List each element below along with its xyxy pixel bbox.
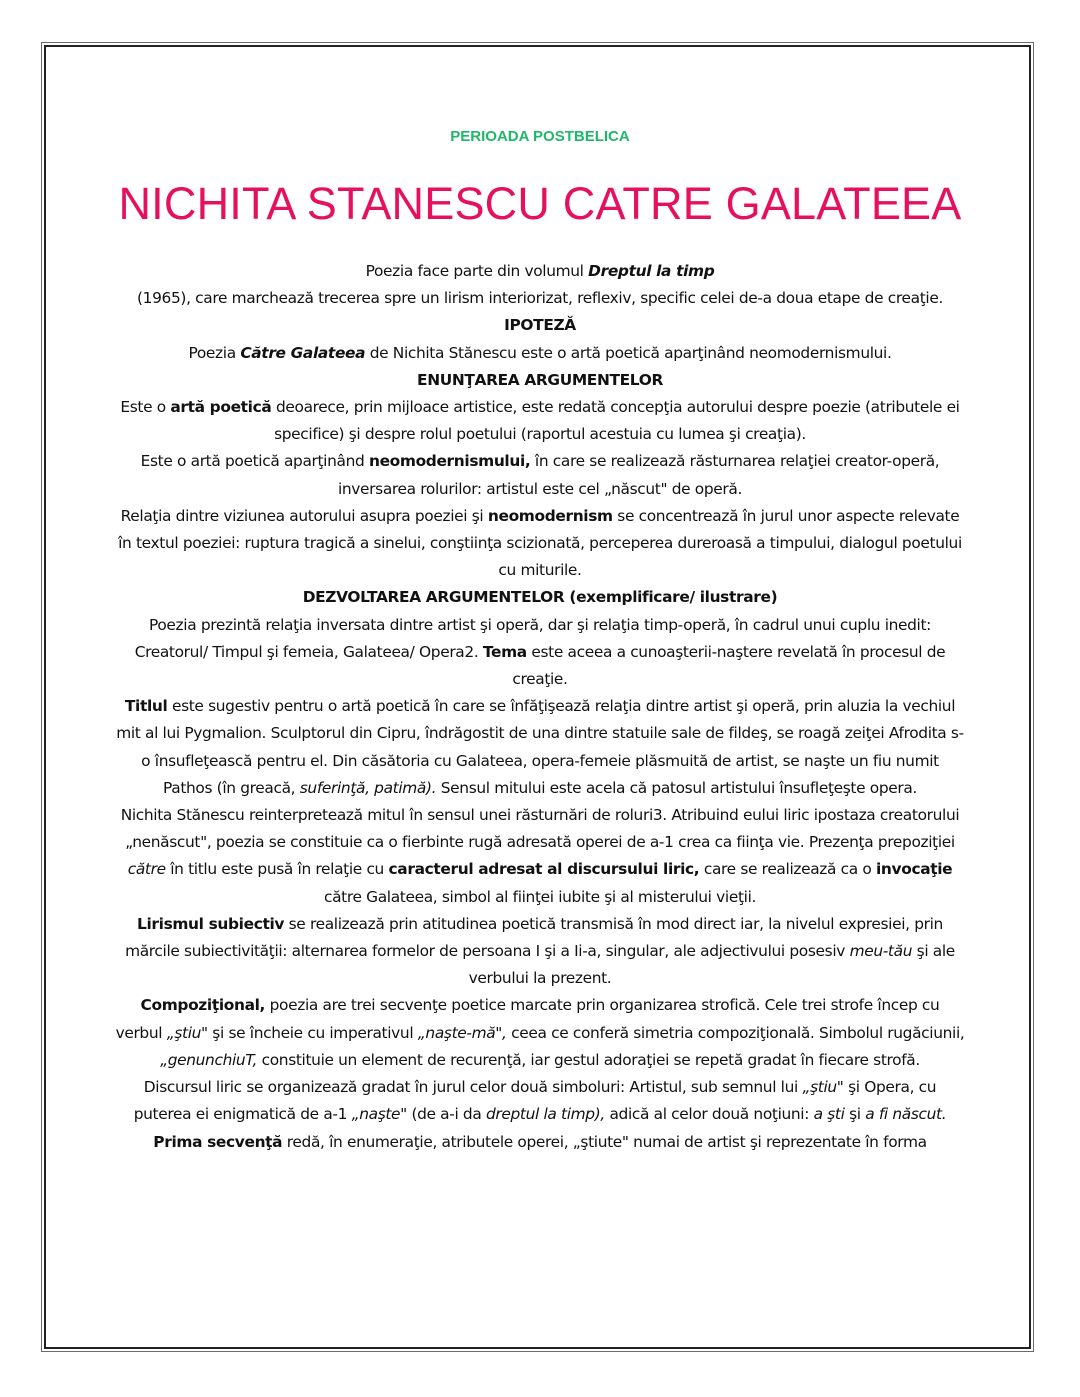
text-run: adică al celor două noţiuni: bbox=[604, 1105, 814, 1124]
emphasis-text: Titlul bbox=[124, 697, 168, 716]
paragraph bbox=[115, 367, 965, 394]
emphasis-text: Compoziţional, bbox=[140, 996, 266, 1015]
text-run: este sugestiv pentru o artă poetică în care se înfăţişează relaţia dintre artist şi operă, prin aluzia la vechiul mit al lui Pygmalion. Sculptorul din Cipru, îndrăgostit de una dintre statuile sale de fildeş, se roagă zeiţei Afrodita s-o însufleţească pentru el. Din căsătoria cu Galateea, opera-femeie plăsmuită de artist, se naşte un fiu numit Pathos (în greacă, bbox=[116, 697, 964, 797]
emphasis-text: Prima secvenţă bbox=[153, 1132, 283, 1151]
text-run: şi ale verbului la prezent. bbox=[468, 942, 955, 988]
emphasis-text: IPOTEZĂ bbox=[504, 316, 576, 335]
text-run: este aceea a cunoaşterii-naştere revelată în procesul de creaţie. bbox=[512, 642, 946, 689]
paragraph bbox=[115, 584, 965, 611]
emphasis-text: artă poetică bbox=[170, 398, 272, 417]
paragraph bbox=[115, 503, 965, 585]
text-run: Poezia prezintă relaţia inversata dintre artist şi operă, dar şi relaţia timp-operă, în cadrul unui cuplu inedit: Creatorul/ Timpul şi femeia, Galateea/ Opera2. bbox=[134, 615, 932, 661]
text-run: în care se realizează răsturnarea relaţiei creator-operă, inversarea rolurilor: artistul este cel „născut" de operă. bbox=[337, 452, 940, 498]
emphasis-text: a şti bbox=[813, 1105, 845, 1124]
emphasis-text: dreptul la timp), bbox=[485, 1105, 605, 1124]
emphasis-text: Către Galateea bbox=[240, 343, 366, 362]
emphasis-text: invocaţie bbox=[876, 860, 953, 879]
paragraph bbox=[115, 312, 965, 339]
emphasis-text: neomodernism bbox=[487, 506, 613, 525]
text-run: (de a-i da bbox=[406, 1105, 486, 1124]
emphasis-text: suferinţă, patimă). bbox=[299, 778, 437, 797]
paragraph bbox=[115, 992, 965, 1074]
text-run: Poezia face parte din volumul bbox=[365, 262, 589, 280]
text-run: către Galateea, simbol al fiinţei iubite şi al misterului vieţii. bbox=[323, 887, 757, 906]
text-run: în titlu este pusă în relaţie cu bbox=[165, 860, 389, 879]
document-title: NICHITA STANESCU CATRE GALATEEA bbox=[118, 178, 962, 229]
text-run: poezia are trei secvenţe poetice marcate prin organizarea strofică. Cele trei strofe încep cu verbul bbox=[115, 996, 940, 1042]
emphasis-text: DEZVOLTAREA ARGUMENTELOR (exemplificare/ ilustrare) bbox=[302, 588, 778, 607]
emphasis-text: către bbox=[127, 860, 166, 879]
paragraph bbox=[115, 340, 965, 367]
text-run: deoarece, prin mijloace artistice, este redată concepţia autorului despre poezie (atributele ei specifice) şi despre rolul poetului (raportul acestuia cu lumea şi creaţia). bbox=[271, 398, 960, 444]
text-run: şi bbox=[844, 1105, 866, 1124]
text-run: şi se încheie cu imperativul bbox=[207, 1023, 418, 1042]
emphasis-text: „naşte" bbox=[351, 1105, 407, 1124]
emphasis-text: „ştiu" bbox=[166, 1023, 208, 1042]
emphasis-text: meu-tău bbox=[849, 942, 913, 961]
text-run: Discursul liric se organizează gradat în jurul celor două simboluri: Artistul, sub semnul lui bbox=[143, 1078, 803, 1097]
text-run: se realizează prin atitudinea poetică transmisă în mod direct iar, la nivelul expresiei, prin mărcile subiectivităţii: alternarea formelor de persoana I şi a Ii-a, singular, ale adjectivului posesiv bbox=[125, 914, 943, 961]
text-run: se concentrează în jurul unor aspecte relevate în textul poeziei: ruptura tragică a sinelui, conştiinţa scizionată, perceperea dureroasă a timpului, dialogul poetului cu miturile. bbox=[118, 506, 962, 580]
emphasis-text: „naşte-mă", bbox=[417, 1023, 507, 1042]
text-run: Este o bbox=[120, 398, 171, 417]
emphasis-text: „genunchiuT, bbox=[160, 1050, 258, 1069]
paragraph bbox=[115, 911, 965, 993]
text-run: Poezia bbox=[188, 343, 241, 362]
period-label: PERIOADA POSTBELICA bbox=[450, 128, 630, 145]
document-body bbox=[115, 258, 965, 1156]
paragraph bbox=[115, 258, 965, 312]
paragraph bbox=[115, 394, 965, 448]
paragraph bbox=[115, 802, 965, 911]
text-run: redă, în enumeraţie, atributele operei, „ştiute" numai de artist şi reprezentate în forma bbox=[282, 1132, 927, 1151]
paragraph bbox=[115, 448, 965, 502]
emphasis-text: neomodernismului, bbox=[368, 452, 531, 471]
text-run: (1965), care marchează trecerea spre un lirism interiorizat, reflexiv, specific celei de-a doua etape de creaţie. bbox=[137, 289, 943, 308]
text-run: Nichita Stănescu reinterpretează mitul în sensul unei răsturnări de roluri3. Atribuind eului liric ipostaza creatorului „nenăscut", poezia se constituie ca o fierbinte rugă adresată operei de a-1 crea ca fiinţa vie. Prezenţa prepoziţiei bbox=[120, 806, 960, 852]
emphasis-text: Dreptul la timp bbox=[588, 262, 715, 280]
text-run: Sensul mitului este acela că patosul artistului însufleţeşte opera. bbox=[436, 778, 917, 797]
text-run: de Nichita Stănescu este o artă poetică aparţinând neomodernismului. bbox=[365, 343, 892, 362]
emphasis-text: Lirismul subiectiv bbox=[137, 914, 285, 933]
emphasis-text: ENUNŢAREA ARGUMENTELOR bbox=[417, 370, 663, 389]
text-run: Relaţia dintre viziunea autorului asupra poeziei şi bbox=[120, 506, 488, 525]
text-run: constituie un element de recurenţă, iar gestul adoraţiei se repetă gradat în fiecare strofă. bbox=[257, 1050, 920, 1069]
emphasis-text: caracterul adresat al discursului liric, bbox=[388, 860, 700, 879]
paragraph bbox=[115, 1129, 965, 1156]
emphasis-text: „ştiu" bbox=[802, 1078, 844, 1097]
emphasis-text: a fi născut. bbox=[865, 1105, 947, 1124]
text-run: şi Opera, cu puterea ei enigmatică de a-1 bbox=[133, 1078, 937, 1124]
paragraph bbox=[115, 693, 965, 802]
paragraph bbox=[115, 1074, 965, 1128]
emphasis-text: Tema bbox=[482, 642, 527, 661]
text-run: Este o artă poetică aparţinând bbox=[140, 452, 369, 471]
text-run: ceea ce conferă simetria compoziţională. Simbolul rugăciunii, bbox=[506, 1023, 965, 1042]
text-run: care se realizează ca o bbox=[699, 860, 876, 879]
paragraph bbox=[115, 612, 965, 694]
